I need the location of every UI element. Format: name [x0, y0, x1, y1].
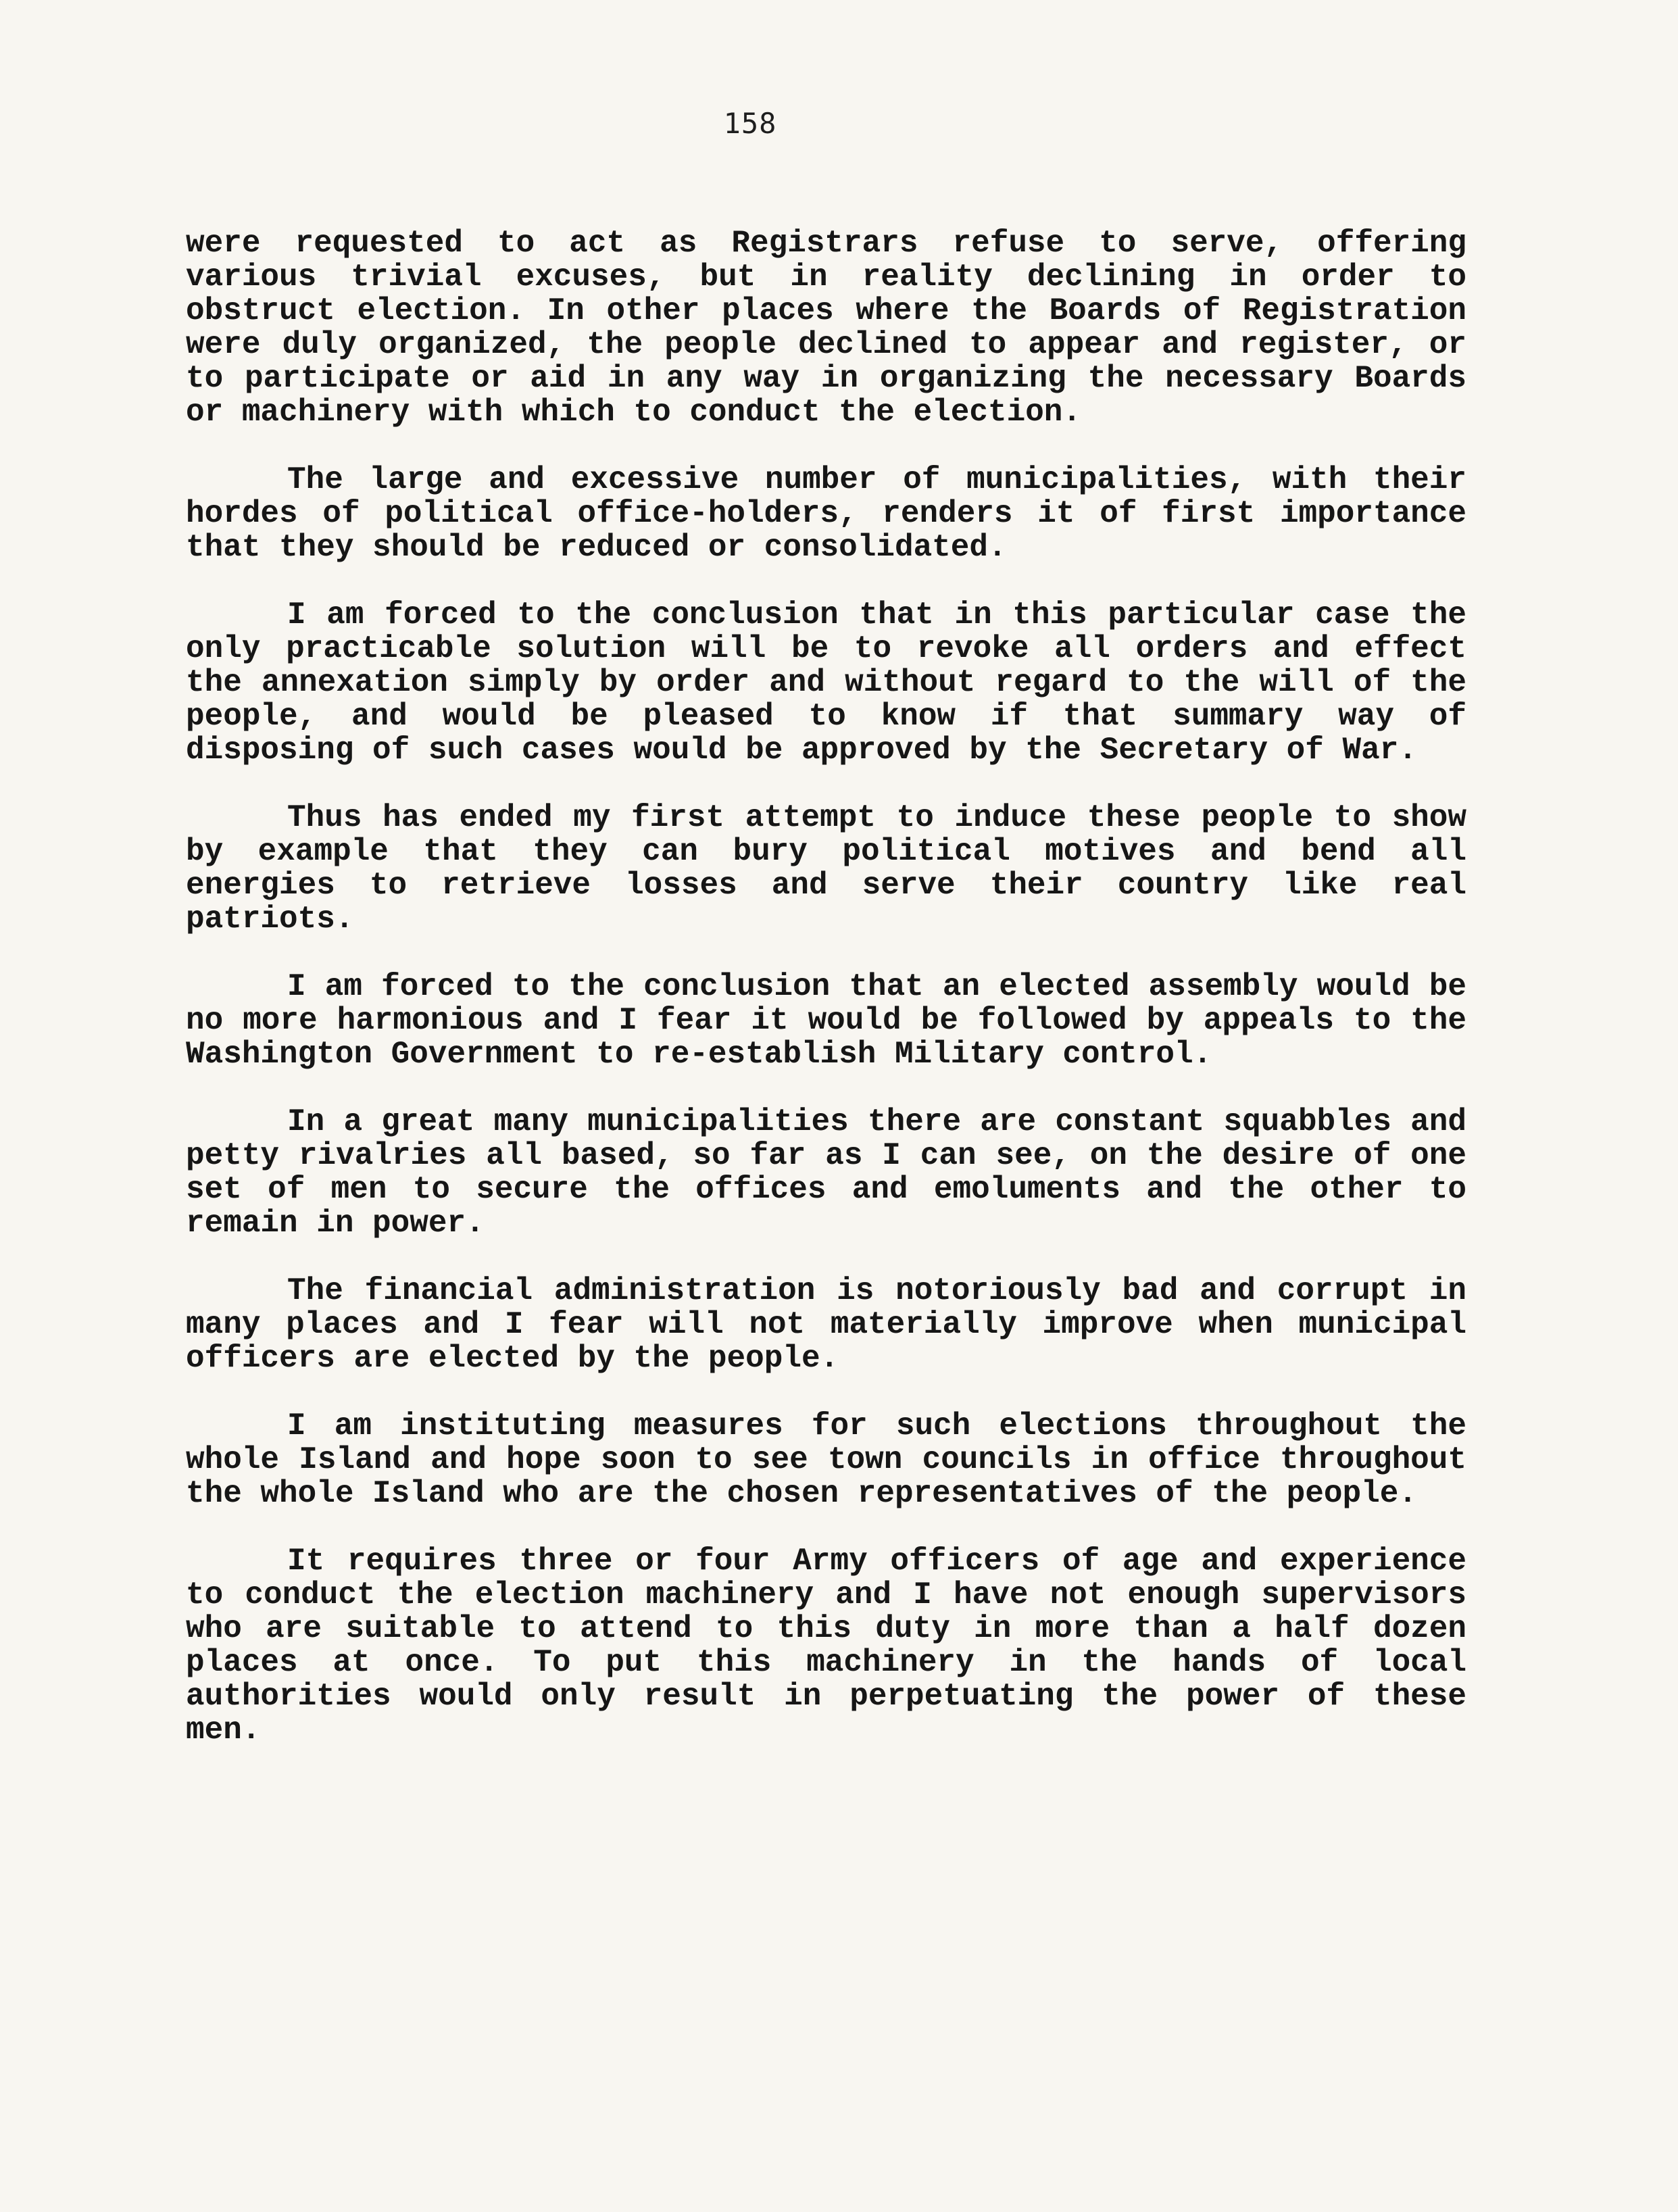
paragraph-municipalities: The large and excessive number of municipalities, with their hordes of political office-holders, renders it of first importance that they should be reduced or consolidated. — [186, 462, 1466, 565]
paragraph-continued: were requested to act as Registrars refuse to serve, offering various trivial excuses, but in reality declining in order to obstruct election. In other places where the Boards of Registration were duly organized, the people declined to appear and register, or to participate or aid in any way in organizing the necessary Boards or machinery with which to conduct the election. — [186, 226, 1466, 430]
page-number: 158 — [723, 107, 777, 140]
paragraph-annexation: I am forced to the conclusion that in this particular case the only practicable solution will be to revoke all orders and effect the annexation simply by order and without regard to the will of the people, and would be pleased to know if that summary way of disposing of such cases would be approved by the Secretary of War. — [186, 597, 1466, 768]
paragraph-army-officers: It requires three or four Army officers of age and experience to conduct the election machinery and I have not enough supervisors who are suitable to attend to this duty in more than a half dozen places at once. To put this machinery in the hands of local authorities would only result in perpetuating the power of these men. — [186, 1544, 1466, 1748]
document-body — [186, 226, 1466, 1747]
paragraph-financial: The financial administration is notoriously bad and corrupt in many places and I fear will not materially improve when municipal officers are elected by the people. — [186, 1273, 1466, 1376]
paragraph-squabbles: In a great many municipalities there are constant squabbles and petty rivalries all based, so far as I can see, on the desire of one set of men to secure the offices and emoluments and the other to remain in power. — [186, 1104, 1466, 1241]
paragraph-first-attempt: Thus has ended my first attempt to induce these people to show by example that they can bury political motives and bend all energies to retrieve losses and serve their country like real patriots. — [186, 800, 1466, 937]
paragraph-elected-assembly: I am forced to the conclusion that an elected assembly would be no more harmonious and I fear it would be followed by appeals to the Washington Government to re-establish Military control. — [186, 969, 1466, 1072]
paragraph-measures: I am instituting measures for such elections throughout the whole Island and hope soon to see town councils in office throughout the whole Island who are the chosen representatives of the people. — [186, 1408, 1466, 1511]
